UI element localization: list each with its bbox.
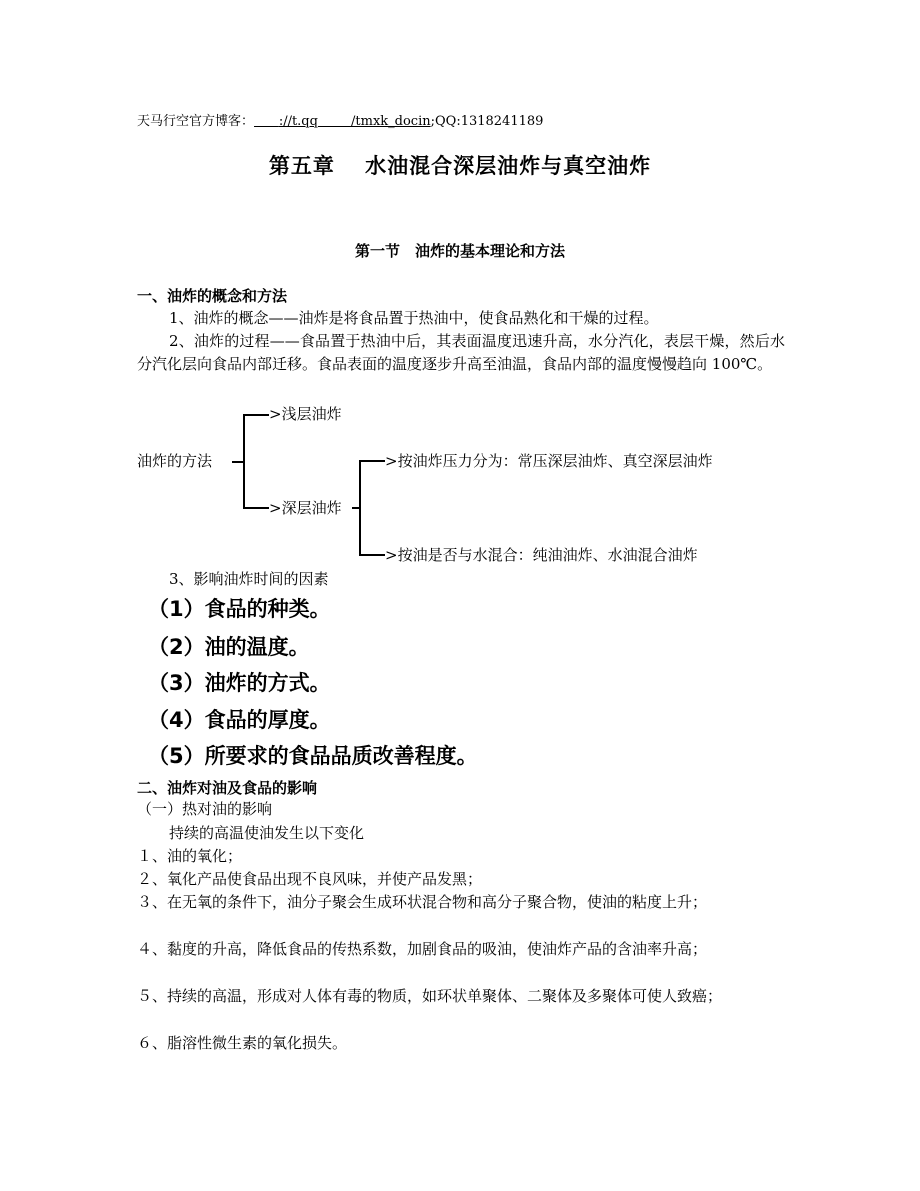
chapter-title: 第五章 水油混合深层油炸与真空油炸	[268, 154, 652, 178]
tree-deep-label: >深层油炸	[269, 499, 342, 517]
blog-label: 天马行空官方博客：	[137, 114, 255, 129]
tree-shallow-label: >浅层油炸	[269, 405, 342, 423]
effect-item: ２、氧化产品使食品出现不良风味，并使产品发黑；	[137, 870, 483, 888]
tree-root-label: 油炸的方法	[137, 452, 213, 470]
paragraph-concept	[137, 307, 785, 330]
effect-item: １、油的氧化；	[137, 847, 243, 865]
blog-header	[137, 110, 543, 129]
heat-effect-intro: 持续的高温使油发生以下变化	[169, 824, 365, 842]
tree-vertical-main	[243, 414, 245, 508]
section-title: 第一节 油炸的基本理论和方法	[354, 242, 565, 260]
blog-link[interactable]	[254, 114, 431, 129]
concept-text: 1、油炸的概念——油炸是将食品置于热油中，使食品熟化和干燥的过程。	[169, 309, 659, 327]
factor-item: （1）食品的种类。	[148, 597, 331, 621]
process-text: 2、油炸的过程——食品置于热油中后，其表面温度迅速升高，水分汽化，表层干燥，然后水分汽化层向食品内部迁移。食品表面的温度逐步升高至油温，食品内部的温度慢慢趋向 100℃。	[137, 332, 785, 373]
factor-item: （3）油炸的方式。	[148, 671, 331, 695]
effect-item: ６、脂溶性微生素的氧化损失。	[137, 1034, 348, 1052]
tree-branch-deep	[243, 507, 269, 509]
effect-item: ５、持续的高温，形成对人体有毒的物质，如环状单聚体、二聚体及多聚体可使人致癌；	[137, 987, 723, 1005]
tree-branch-pressure	[359, 460, 385, 462]
factor-item: （5）所要求的食品品质改善程度。	[148, 744, 478, 768]
paragraph-process	[137, 330, 785, 375]
tree-vertical-deep	[359, 460, 361, 555]
effect-item: ３、在无氧的条件下，油分子聚会生成环状混合物和高分子聚合物，使油的粘度上升；	[137, 893, 708, 911]
heat-effect-heading: （一）热对油的影响	[137, 800, 273, 818]
tree-branch-water	[359, 554, 385, 556]
effect-item: ４、黏度的升高，降低食品的传热系数，加剧食品的吸油，使油炸产品的含油率升高；	[137, 940, 708, 958]
tree-pressure-label: >按油炸压力分为：常压深层油炸、真空深层油炸	[385, 452, 713, 470]
tree-deep-stem	[352, 507, 359, 509]
part2-heading: 二、油炸对油及食品的影响	[137, 779, 318, 797]
tree-water-label: >按油是否与水混合：纯油油炸、水油混合油炸	[385, 546, 698, 564]
link-part2: /tmxk_docin	[351, 114, 431, 129]
part1-heading: 一、油炸的概念和方法	[137, 287, 288, 305]
factor-item: （4）食品的厚度。	[148, 708, 331, 732]
factors-heading: 3、影响油炸时间的因素	[169, 570, 329, 588]
tree-branch-shallow	[243, 414, 269, 416]
qq-number: ;QQ:1318241189	[430, 114, 544, 129]
factor-item: （2）油的温度。	[148, 635, 310, 659]
tree-root-stem	[232, 461, 243, 463]
link-part1: ://t.qq	[278, 114, 318, 129]
